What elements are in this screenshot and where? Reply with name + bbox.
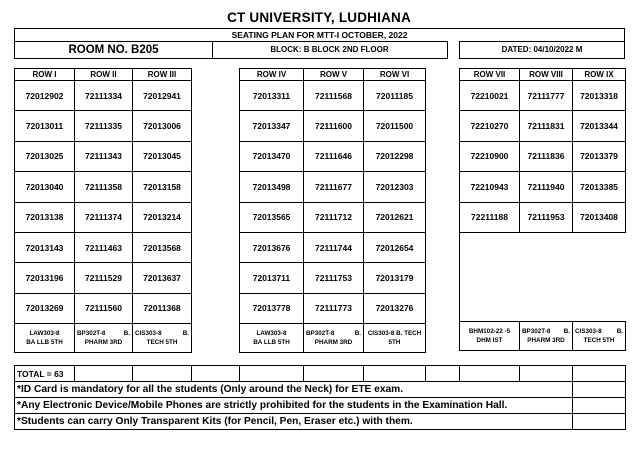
room-number: ROOM NO. B205 — [14, 41, 213, 59]
group-body — [460, 69, 626, 351]
course-code: BHM102-22 -5 — [468, 328, 511, 336]
group-body — [240, 69, 426, 353]
course-code: BP302T-8 — [306, 330, 335, 338]
roll-number-cell: 72013196 — [15, 263, 75, 293]
course-code: BP302T-8 — [522, 328, 551, 336]
roll-number-cell: 72013379 — [573, 141, 626, 171]
note-id-card: *ID Card is mandatory for all the students (Only around the Neck) for ETE exam. — [15, 382, 573, 398]
course-program: 5TH — [388, 339, 401, 347]
roll-number-cell: 72013318 — [573, 81, 626, 111]
roll-number-cell: 72013470 — [240, 141, 304, 171]
course-program: PHARM 3RD — [84, 339, 123, 347]
roll-number-cell: 72111334 — [75, 81, 133, 111]
dated-info: DATED: 04/10/2022 M — [459, 41, 625, 59]
seat-row — [460, 172, 626, 202]
course-cell — [573, 322, 626, 351]
course-code: LAW303-8 — [29, 330, 60, 338]
seat-row — [15, 232, 192, 262]
header-row — [460, 69, 626, 81]
roll-number-cell — [460, 262, 520, 291]
course-cell — [133, 324, 192, 353]
course-code: CIS303-8 — [135, 330, 162, 338]
roll-number-cell: 72013408 — [573, 202, 626, 232]
course-cell — [240, 324, 304, 353]
note-transparent-kits: *Students can carry Only Transparent Kits (for Pencil, Pen, Eraser etc.) with them. — [15, 414, 573, 430]
course-row — [15, 324, 192, 353]
column-header: ROW VI — [364, 69, 426, 81]
seat-row — [15, 263, 192, 293]
roll-number-cell: 72013676 — [240, 232, 304, 262]
roll-number-cell: 72011185 — [364, 81, 426, 111]
roll-number-cell: 72210943 — [460, 172, 520, 202]
roll-number-cell: 72111836 — [520, 141, 573, 171]
column-header: ROW VII — [460, 69, 520, 81]
column-header: ROW III — [133, 69, 192, 81]
seat-row — [460, 262, 626, 291]
roll-number-cell — [573, 262, 626, 291]
roll-number-cell: 72111560 — [75, 293, 133, 323]
roll-number-cell: 72210021 — [460, 81, 520, 111]
roll-number-cell: 72013711 — [240, 263, 304, 293]
seat-row — [15, 141, 192, 171]
course-program: BA LLB 5TH — [253, 339, 290, 347]
course-cell — [364, 324, 426, 353]
roll-number-cell: 72013347 — [240, 111, 304, 141]
course-cell — [304, 324, 364, 353]
seat-row — [240, 232, 426, 262]
roll-number-cell: 72011500 — [364, 111, 426, 141]
roll-number-cell: 72013276 — [364, 293, 426, 323]
seating-group-2 — [239, 68, 426, 353]
roll-number-cell: 72012303 — [364, 172, 426, 202]
course-cell — [520, 322, 573, 351]
roll-number-cell: 72111529 — [75, 263, 133, 293]
seat-row — [460, 232, 626, 262]
course-degree-prefix: B. — [616, 328, 623, 336]
header-row — [15, 69, 192, 81]
course-row — [240, 324, 426, 353]
roll-number-cell: 72012654 — [364, 232, 426, 262]
roll-number-cell: 72011368 — [133, 293, 192, 323]
roll-number-cell — [520, 292, 573, 322]
roll-number-cell: 72013158 — [133, 172, 192, 202]
course-program: BA LLB 5TH — [26, 339, 63, 347]
page-subtitle: SEATING PLAN FOR MTT-I OCTOBER, 2022 — [14, 28, 625, 42]
seat-row — [460, 202, 626, 232]
course-program: TECH 5TH — [583, 337, 615, 345]
roll-number-cell — [460, 292, 520, 322]
roll-number-cell: 72013344 — [573, 111, 626, 141]
course-program: PHARM 3RD — [314, 339, 353, 347]
roll-number-cell: 72111600 — [304, 111, 364, 141]
column-header: ROW II — [75, 69, 133, 81]
seat-row — [15, 81, 192, 111]
page-title: CT UNIVERSITY, LUDHIANA — [227, 10, 411, 25]
note-electronic-devices: *Any Electronic Device/Mobile Phones are strictly prohibited for the students in the Examination Hall. — [15, 398, 573, 414]
roll-number-cell: 72111712 — [304, 202, 364, 232]
roll-number-cell — [520, 232, 573, 262]
roll-number-cell: 72012902 — [15, 81, 75, 111]
seat-row — [460, 292, 626, 322]
roll-number-cell: 72111753 — [304, 263, 364, 293]
roll-number-cell: 72012298 — [364, 141, 426, 171]
seat-row — [240, 141, 426, 171]
roll-number-cell: 72111953 — [520, 202, 573, 232]
roll-number-cell: 72013269 — [15, 293, 75, 323]
roll-number-cell: 72013025 — [15, 141, 75, 171]
roll-number-cell: 72012621 — [364, 202, 426, 232]
roll-number-cell: 72013498 — [240, 172, 304, 202]
roll-number-cell: 72013214 — [133, 202, 192, 232]
course-code: BP302T-8 — [77, 330, 106, 338]
course-cell — [460, 322, 520, 351]
course-program: PHARM 3RD — [527, 337, 565, 345]
roll-number-cell: 72111940 — [520, 172, 573, 202]
roll-number-cell: 72013568 — [133, 232, 192, 262]
course-row — [460, 322, 626, 351]
course-cell — [15, 324, 75, 353]
roll-number-cell: 72013040 — [15, 172, 75, 202]
roll-number-cell: 72211188 — [460, 202, 520, 232]
roll-number-cell: 72013778 — [240, 293, 304, 323]
roll-number-cell: 72111831 — [520, 111, 573, 141]
column-header: ROW IX — [573, 69, 626, 81]
roll-number-cell: 72111335 — [75, 111, 133, 141]
roll-number-cell: 72013138 — [15, 202, 75, 232]
seat-row — [240, 263, 426, 293]
roll-number-cell: 72111343 — [75, 141, 133, 171]
seat-row — [460, 141, 626, 171]
roll-number-cell: 72013143 — [15, 232, 75, 262]
header-row — [240, 69, 426, 81]
roll-number-cell: 72111773 — [304, 293, 364, 323]
course-code: CIS303-8 B. TECH — [367, 330, 422, 338]
roll-number-cell: 72111463 — [75, 232, 133, 262]
course-cell — [75, 324, 133, 353]
seat-row — [240, 81, 426, 111]
seat-row — [15, 172, 192, 202]
roll-number-cell: 72013045 — [133, 141, 192, 171]
roll-number-cell: 72013637 — [133, 263, 192, 293]
roll-number-cell — [573, 292, 626, 322]
seat-row — [460, 81, 626, 111]
roll-number-cell: 72111744 — [304, 232, 364, 262]
footer-table — [14, 365, 626, 430]
roll-number-cell: 72013011 — [15, 111, 75, 141]
roll-number-cell: 72111374 — [75, 202, 133, 232]
column-header: ROW I — [15, 69, 75, 81]
seating-group-3 — [459, 68, 626, 351]
column-header: ROW IV — [240, 69, 304, 81]
seat-row — [240, 172, 426, 202]
seat-row — [15, 111, 192, 141]
seat-row — [240, 111, 426, 141]
course-degree-prefix: B. — [563, 328, 570, 336]
course-degree-prefix: B. — [354, 330, 361, 338]
roll-number-cell: 72210270 — [460, 111, 520, 141]
roll-number-cell: 72111568 — [304, 81, 364, 111]
course-code: CIS303-8 — [575, 328, 602, 336]
course-degree-prefix: B. — [123, 330, 130, 338]
roll-number-cell: 72013179 — [364, 263, 426, 293]
roll-number-cell — [460, 232, 520, 262]
total-count: TOTAL = 63 — [15, 366, 75, 382]
column-header: ROW V — [304, 69, 364, 81]
column-header: ROW VIII — [520, 69, 573, 81]
roll-number-cell: 72013311 — [240, 81, 304, 111]
roll-number-cell: 72210900 — [460, 141, 520, 171]
roll-number-cell: 72013385 — [573, 172, 626, 202]
course-program: DHM IST — [476, 337, 503, 345]
roll-number-cell: 72013006 — [133, 111, 192, 141]
seat-row — [240, 202, 426, 232]
seat-row — [460, 111, 626, 141]
course-program: TECH 5TH — [146, 339, 178, 347]
roll-number-cell: 72111358 — [75, 172, 133, 202]
roll-number-cell — [520, 262, 573, 291]
seat-row — [240, 293, 426, 323]
roll-number-cell: 72111777 — [520, 81, 573, 111]
roll-number-cell: 72012941 — [133, 81, 192, 111]
roll-number-cell: 72111646 — [304, 141, 364, 171]
roll-number-cell: 72013565 — [240, 202, 304, 232]
seat-row — [15, 293, 192, 323]
group-body — [15, 69, 192, 353]
roll-number-cell: 72111677 — [304, 172, 364, 202]
roll-number-cell — [573, 232, 626, 262]
block-info: BLOCK: B BLOCK 2ND FLOOR — [212, 41, 448, 59]
seat-row — [15, 202, 192, 232]
seating-group-1 — [14, 68, 192, 353]
course-code: LAW303-8 — [256, 330, 287, 338]
course-degree-prefix: B. — [182, 330, 189, 338]
